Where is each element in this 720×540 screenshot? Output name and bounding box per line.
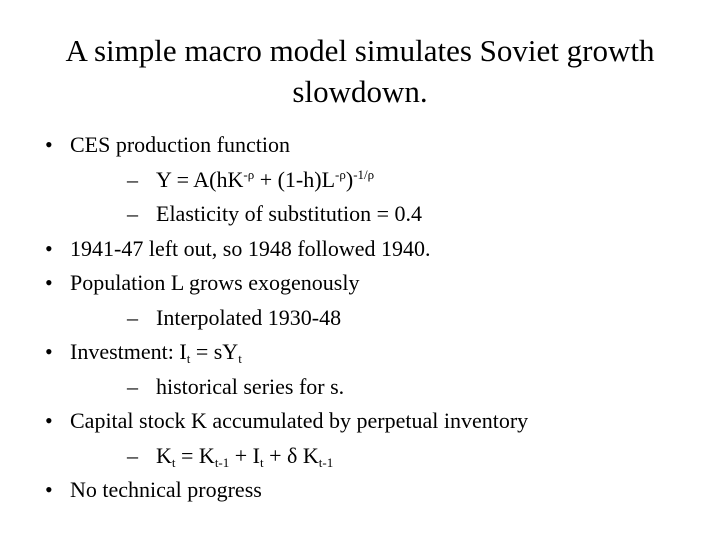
bullet-item-population xyxy=(0,266,720,301)
title-line-2: slowdown. xyxy=(292,74,428,109)
dash-marker: – xyxy=(127,373,138,399)
dash-marker: – xyxy=(127,166,138,192)
bullet-text: Population L grows exogenously xyxy=(70,270,360,295)
sub-item-capital-formula xyxy=(0,439,720,474)
bullet-text: No technical progress xyxy=(70,477,262,502)
bullet-item-no-tech xyxy=(0,473,720,508)
capital-formula xyxy=(156,439,333,474)
formula-part: + I xyxy=(229,442,260,468)
sub-item-historical xyxy=(0,370,720,405)
formula-exponent: -ρ xyxy=(335,166,346,182)
formula-part: K xyxy=(156,442,172,468)
formula-subscript: t xyxy=(171,454,176,470)
sub-item-text: Interpolated 1930-48 xyxy=(156,304,342,330)
bullet-item-investment xyxy=(0,335,720,370)
formula-part: + δ K xyxy=(263,442,319,468)
formula-part: + (1-h)L xyxy=(254,166,336,192)
bullet-text: 1941-47 left out, so 1948 followed 1940. xyxy=(70,235,431,261)
bullet-item-capital xyxy=(0,404,720,439)
sub-item-ces-formula xyxy=(0,163,720,198)
slide-title xyxy=(0,30,720,112)
formula-subscript: t-1 xyxy=(214,454,230,470)
formula-subscript: t xyxy=(238,351,242,366)
bullet-item-ces xyxy=(0,128,720,163)
formula-exponent: -ρ xyxy=(243,166,255,182)
sub-item-elasticity xyxy=(0,197,720,232)
formula-exponent: -1/ρ xyxy=(353,166,375,182)
formula-subscript: t xyxy=(260,454,264,470)
formula-subscript: t xyxy=(186,351,191,366)
bullet-marker: • xyxy=(45,235,53,261)
sub-item-text: Elasticity of substitution = 0.4 xyxy=(156,201,423,226)
bullet-item-years xyxy=(0,232,720,267)
bullet-marker: • xyxy=(45,132,53,157)
formula-part: = sY xyxy=(190,339,239,364)
investment-formula xyxy=(70,335,242,370)
dash-marker: – xyxy=(127,304,138,330)
title-line-1: A simple macro model simulates Soviet growth xyxy=(65,33,655,68)
sub-item-interpolated xyxy=(0,301,720,336)
formula-subscript: t-1 xyxy=(318,454,334,470)
bullet-marker: • xyxy=(45,270,53,295)
bullet-marker: • xyxy=(45,477,53,502)
ces-formula xyxy=(156,163,374,198)
bullet-list xyxy=(0,128,720,508)
bullet-marker: • xyxy=(45,339,53,364)
bullet-marker: • xyxy=(45,408,53,433)
formula-part: Investment: I xyxy=(70,339,187,364)
bullet-text: Capital stock K accumulated by perpetual inventory xyxy=(70,408,529,433)
dash-marker: – xyxy=(127,201,138,226)
bullet-text: CES production function xyxy=(70,132,290,157)
formula-part: ) xyxy=(345,166,354,192)
formula-part: = K xyxy=(175,442,215,468)
formula-part: Y = A(hK xyxy=(156,166,244,192)
sub-item-text: historical series for s. xyxy=(156,373,345,399)
dash-marker: – xyxy=(127,442,138,468)
